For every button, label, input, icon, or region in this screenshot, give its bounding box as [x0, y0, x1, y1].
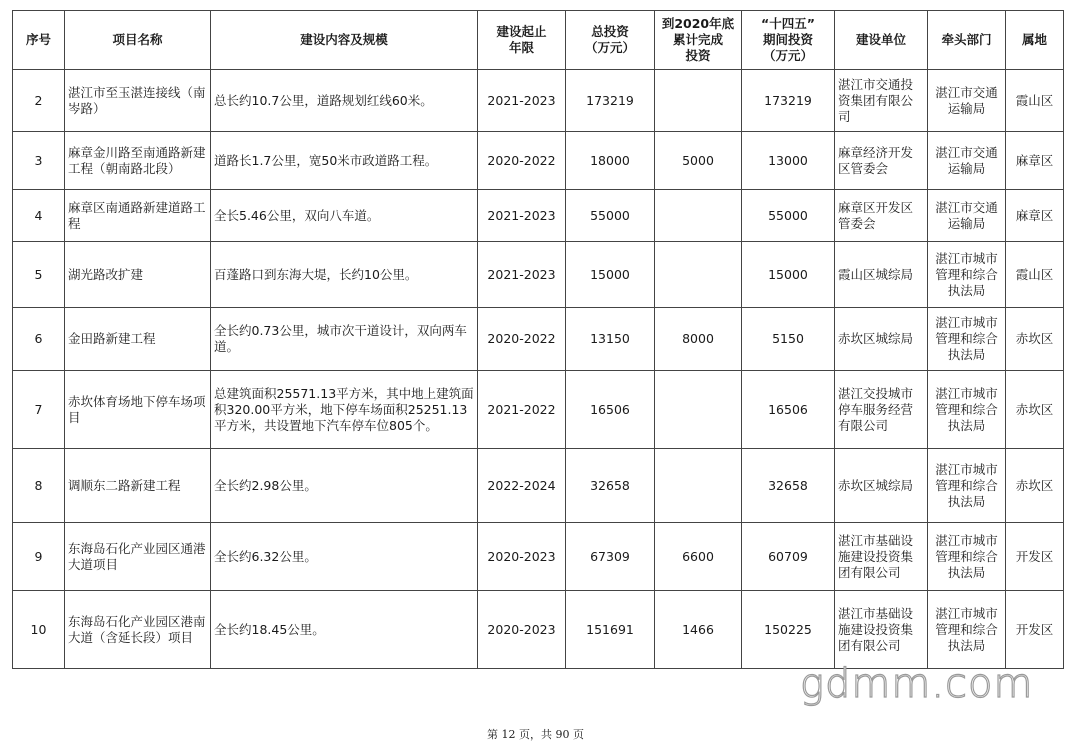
- cell-builder: 湛江市基础设施建设投资集团有限公司: [835, 523, 928, 591]
- cell-builder: 麻章区开发区管委会: [835, 190, 928, 242]
- cell-dept: 湛江市城市管理和综合执法局: [928, 308, 1006, 371]
- cell-total-investment: 32658: [566, 449, 655, 523]
- cell-period: 2021-2023: [478, 70, 566, 132]
- cell-seq: 10: [13, 591, 65, 669]
- cell-period: 2021-2023: [478, 242, 566, 308]
- header-dept: 牵头部门: [928, 11, 1006, 70]
- cell-total-investment: 16506: [566, 371, 655, 449]
- cell-dept: 湛江市城市管理和综合执法局: [928, 449, 1006, 523]
- cell-done-2020: [655, 371, 742, 449]
- cell-content: 全长5.46公里，双向八车道。: [211, 190, 478, 242]
- header-period: 建设起止 年限: [478, 11, 566, 70]
- cell-done-2020: 5000: [655, 132, 742, 190]
- cell-dept: 湛江市城市管理和综合执法局: [928, 242, 1006, 308]
- table-row: [13, 242, 1064, 308]
- cell-content: 道路长1.7公里，宽50米市政道路工程。: [211, 132, 478, 190]
- cell-area: 开发区: [1006, 523, 1064, 591]
- cell-plan-145: 16506: [742, 371, 835, 449]
- cell-area: 开发区: [1006, 591, 1064, 669]
- header-content: 建设内容及规模: [211, 11, 478, 70]
- cell-area: 赤坎区: [1006, 449, 1064, 523]
- cell-plan-145: 60709: [742, 523, 835, 591]
- cell-done-2020: [655, 242, 742, 308]
- page-number-footer: 第 12 页，共 90 页: [487, 728, 584, 741]
- table-row: [13, 449, 1064, 523]
- cell-area: 赤坎区: [1006, 371, 1064, 449]
- cell-project-name: 赤坎体育场地下停车场项目: [65, 371, 211, 449]
- cell-done-2020: [655, 190, 742, 242]
- table-header-row: [13, 11, 1064, 70]
- cell-dept: 湛江市交通运输局: [928, 70, 1006, 132]
- cell-seq: 2: [13, 70, 65, 132]
- cell-builder: 麻章经济开发区管委会: [835, 132, 928, 190]
- cell-total-investment: 151691: [566, 591, 655, 669]
- cell-seq: 3: [13, 132, 65, 190]
- cell-seq: 5: [13, 242, 65, 308]
- header-done-2020: 到2020年底 累计完成 投资: [655, 11, 742, 70]
- cell-dept: 湛江市城市管理和综合执法局: [928, 523, 1006, 591]
- cell-done-2020: [655, 70, 742, 132]
- cell-project-name: 湖光路改扩建: [65, 242, 211, 308]
- table-row: [13, 523, 1064, 591]
- cell-period: 2021-2022: [478, 371, 566, 449]
- cell-done-2020: 1466: [655, 591, 742, 669]
- cell-total-investment: 67309: [566, 523, 655, 591]
- cell-content: 总长约10.7公里，道路规划红线60米。: [211, 70, 478, 132]
- cell-content: 全长约0.73公里，城市次干道设计，双向两车道。: [211, 308, 478, 371]
- cell-dept: 湛江市交通运输局: [928, 190, 1006, 242]
- cell-plan-145: 5150: [742, 308, 835, 371]
- table-row: [13, 308, 1064, 371]
- cell-seq: 4: [13, 190, 65, 242]
- cell-area: 霞山区: [1006, 242, 1064, 308]
- cell-project-name: 麻章区南通路新建道路工程: [65, 190, 211, 242]
- cell-project-name: 调顺东二路新建工程: [65, 449, 211, 523]
- cell-builder: 湛江市基础设施建设投资集团有限公司: [835, 591, 928, 669]
- header-total-investment: 总投资 （万元）: [566, 11, 655, 70]
- cell-project-name: 麻章金川路至南通路新建工程（朝南路北段）: [65, 132, 211, 190]
- cell-period: 2020-2022: [478, 132, 566, 190]
- cell-plan-145: 55000: [742, 190, 835, 242]
- header-plan-145: “十四五” 期间投资 （万元）: [742, 11, 835, 70]
- cell-content: 全长约18.45公里。: [211, 591, 478, 669]
- project-table: [12, 10, 1064, 669]
- cell-done-2020: 6600: [655, 523, 742, 591]
- cell-content: 全长约2.98公里。: [211, 449, 478, 523]
- cell-period: 2020-2022: [478, 308, 566, 371]
- cell-builder: 湛江交投城市停车服务经营有限公司: [835, 371, 928, 449]
- cell-project-name: 金田路新建工程: [65, 308, 211, 371]
- table-row: [13, 591, 1064, 669]
- cell-dept: 湛江市交通运输局: [928, 132, 1006, 190]
- cell-project-name: 东海岛石化产业园区通港大道项目: [65, 523, 211, 591]
- header-area: 属地: [1006, 11, 1064, 70]
- cell-period: 2020-2023: [478, 523, 566, 591]
- cell-project-name: 湛江市至玉湛连接线（南岑路）: [65, 70, 211, 132]
- cell-plan-145: 15000: [742, 242, 835, 308]
- header-seq: 序号: [13, 11, 65, 70]
- cell-area: 霞山区: [1006, 70, 1064, 132]
- table-row: [13, 190, 1064, 242]
- cell-done-2020: [655, 449, 742, 523]
- cell-dept: 湛江市城市管理和综合执法局: [928, 591, 1006, 669]
- cell-total-investment: 18000: [566, 132, 655, 190]
- cell-seq: 8: [13, 449, 65, 523]
- cell-period: 2021-2023: [478, 190, 566, 242]
- cell-period: 2020-2023: [478, 591, 566, 669]
- cell-content: 全长约6.32公里。: [211, 523, 478, 591]
- cell-area: 麻章区: [1006, 190, 1064, 242]
- cell-total-investment: 173219: [566, 70, 655, 132]
- cell-plan-145: 150225: [742, 591, 835, 669]
- cell-total-investment: 13150: [566, 308, 655, 371]
- cell-plan-145: 13000: [742, 132, 835, 190]
- cell-done-2020: 8000: [655, 308, 742, 371]
- cell-seq: 7: [13, 371, 65, 449]
- watermark-logo: gdmm.com: [800, 661, 1034, 707]
- cell-builder: 赤坎区城综局: [835, 308, 928, 371]
- cell-builder: 赤坎区城综局: [835, 449, 928, 523]
- cell-plan-145: 32658: [742, 449, 835, 523]
- cell-builder: 霞山区城综局: [835, 242, 928, 308]
- header-builder: 建设单位: [835, 11, 928, 70]
- header-name: 项目名称: [65, 11, 211, 70]
- cell-project-name: 东海岛石化产业园区港南大道（含延长段）项目: [65, 591, 211, 669]
- cell-period: 2022-2024: [478, 449, 566, 523]
- cell-seq: 6: [13, 308, 65, 371]
- cell-total-investment: 15000: [566, 242, 655, 308]
- cell-dept: 湛江市城市管理和综合执法局: [928, 371, 1006, 449]
- table-row: [13, 371, 1064, 449]
- cell-content: 总建筑面积25571.13平方米，其中地上建筑面积320.00平方米，地下停车场面积25251.13平方米，共设置地下汽车停车位805个。: [211, 371, 478, 449]
- cell-total-investment: 55000: [566, 190, 655, 242]
- cell-builder: 湛江市交通投资集团有限公司: [835, 70, 928, 132]
- table-row: [13, 70, 1064, 132]
- cell-area: 赤坎区: [1006, 308, 1064, 371]
- cell-seq: 9: [13, 523, 65, 591]
- cell-plan-145: 173219: [742, 70, 835, 132]
- table-row: [13, 132, 1064, 190]
- cell-area: 麻章区: [1006, 132, 1064, 190]
- cell-content: 百蓬路口到东海大堤，长约10公里。: [211, 242, 478, 308]
